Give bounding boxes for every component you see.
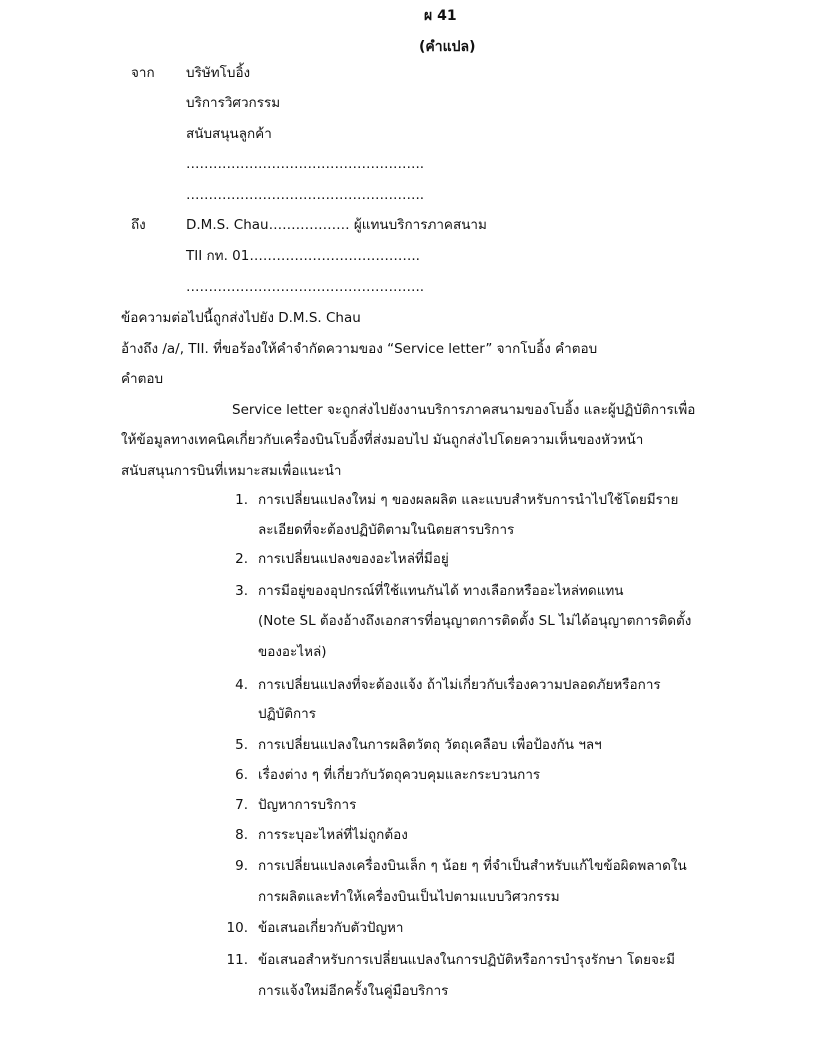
list-item-number: 5. [235, 737, 248, 753]
paragraph-line: ให้ข้อมูลทางเทคนิคเกี่ยวกับเครื่องบินโบอิ้งที่ส่งมอบไป มันถูกส่งไปโดยความเห็นของหัวหน้า [121, 432, 644, 448]
list-item-number: 1. [235, 492, 248, 508]
from-line: บริการวิศวกรรม [186, 95, 281, 111]
list-item-line: ปัญหาการบริการ [258, 797, 357, 813]
to-label: ถึง [131, 217, 146, 233]
from-dotted-line: …………………………………………….. [186, 156, 425, 172]
list-item-number: 2. [235, 551, 248, 567]
paragraph-line: สนับสนุนการบินที่เหมาะสมเพื่อแนะนำ [121, 463, 342, 479]
from-label: จาก [131, 65, 155, 81]
list-item-line: การระบุอะไหล่ที่ไม่ถูกต้อง [258, 827, 408, 843]
list-item-line: การเปลี่ยนแปลงเครื่องบินเล็ก ๆ น้อย ๆ ที่จำเป็นสำหรับแก้ไขข้อผิดพลาดใน [258, 858, 687, 874]
from-dotted-line: …………………………………………….. [186, 187, 425, 203]
list-item-line: การเปลี่ยนแปลงในการผลิตวัตถุ วัตถุเคลือบ เพื่อป้องกัน ฯลฯ [258, 737, 602, 753]
to-dotted-line: …………………………………………….. [186, 279, 425, 295]
sent-to-line: ข้อความต่อไปนี้ถูกส่งไปยัง D.M.S. Chau [121, 310, 361, 326]
list-item-number: 10. [226, 920, 248, 936]
from-line: บริษัทโบอิ้ง [186, 65, 251, 81]
list-item-number: 6. [235, 767, 248, 783]
list-item-line: การเปลี่ยนแปลงที่จะต้องแจ้ง ถ้าไม่เกี่ยวกับเรื่องความปลอดภัยหรือการ [258, 677, 661, 693]
answer-label: คำตอบ [121, 371, 164, 387]
list-item-number: 4. [235, 677, 248, 693]
paragraph-line: Service letter จะถูกส่งไปยังงานบริการภาคสนามของโบอิ้ง และผู้ปฏิบัติการเพื่อ [232, 402, 696, 418]
list-item-line: การผลิตและทำให้เครื่องบินเป็นไปตามแบบวิศวกรรม [258, 889, 560, 905]
reference-line: อ้างถึง /a/, TII. ที่ขอร้องให้คำจำกัดความของ “Service letter” จากโบอิ้ง คำตอบ [121, 341, 598, 357]
list-item-number: 11. [226, 952, 248, 968]
list-item-line: การมีอยู่ของอุปกรณ์ที่ใช้แทนกันได้ ทางเลือกหรืออะไหล่ทดแทน [258, 583, 624, 599]
list-item-number: 8. [235, 827, 248, 843]
to-line: D.M.S. Chau……………… ผู้แทนบริการภาคสนาม [186, 217, 487, 233]
list-item-line: (Note SL ต้องอ้างถึงเอกสารที่อนุญาตการติดตั้ง SL ไม่ได้อนุญาตการติดตั้ง [258, 613, 692, 629]
list-item-line: การเปลี่ยนแปลงของอะไหล่ที่มีอยู่ [258, 551, 449, 567]
list-item-line: เรื่องต่าง ๆ ที่เกี่ยวกับวัตถุควบคุมและกระบวนการ [258, 767, 541, 783]
list-item-number: 9. [235, 858, 248, 874]
list-item-line: การแจ้งใหม่อีกครั้งในคู่มือบริการ [258, 983, 449, 999]
list-item-line: การเปลี่ยนแปลงใหม่ ๆ ของผลผลิต และแบบสำหรับการนำไปใช้โดยมีราย [258, 492, 679, 508]
list-item-line: ของอะไหล่) [258, 644, 327, 660]
list-item-line: ข้อเสนอเกี่ยวกับตัวปัญหา [258, 920, 404, 936]
list-item-number: 3. [235, 583, 248, 599]
list-item-line: ปฏิบัติการ [258, 706, 316, 722]
list-item-line: ละเอียดที่จะต้องปฏิบัติตามในนิตยสารบริการ [258, 522, 515, 538]
list-item-line: ข้อเสนอสำหรับการเปลี่ยนแปลงในการปฏิบัติหรือการบำรุงรักษา โดยจะมี [258, 952, 676, 968]
from-line: สนับสนุนลูกค้า [186, 126, 272, 142]
form-code: ผ 41 [424, 8, 457, 24]
list-item-number: 7. [235, 797, 248, 813]
translation-subtitle: (คำแปล) [419, 39, 476, 55]
to-line: TII กท. 01……………………………….. [186, 248, 420, 264]
